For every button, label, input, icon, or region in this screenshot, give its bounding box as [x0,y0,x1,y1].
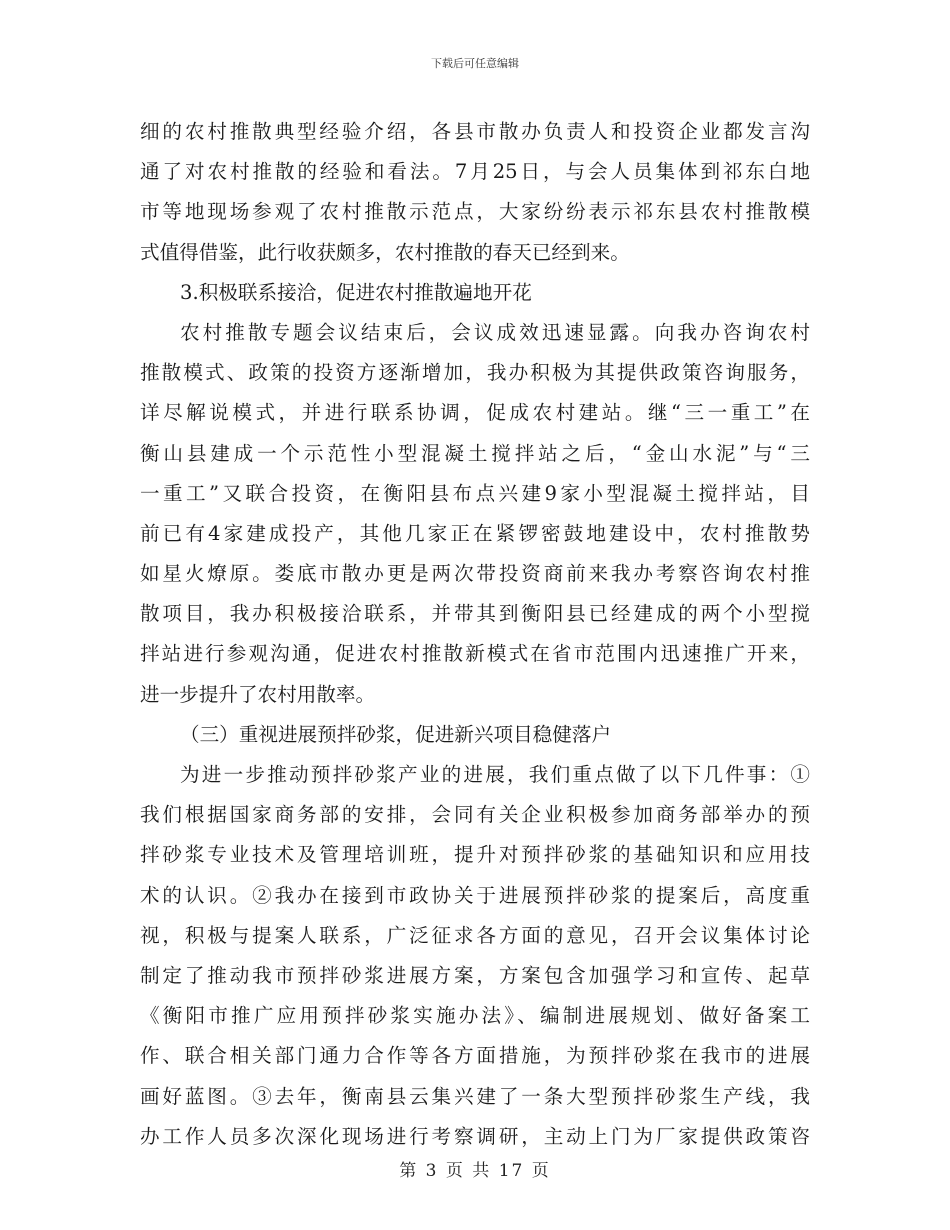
text-line: （三）重视进展预拌砂浆，促进新兴项目稳健落户 [180,722,612,746]
text-line: 详尽解说模式，并进行联系协调，促成农村建站。继“三一重工”在 [140,401,810,425]
page-header: 下载后可任意编辑 [431,57,519,70]
text-line: 拌站进行参观沟通，促进农村推散新模式在省市范围内迅速推广开来， [140,642,810,666]
text-line: 推散模式、政策的投资方逐渐增加，我办积极为其提供政策咨询服务， [140,361,810,385]
document-body [140,112,810,1157]
text-line: 通了对农村推散的经验和看法。7月25日，与会人员集体到祁东白地 [140,160,810,184]
text-line: 视，积极与提案人联系，广泛征求各方面的意见，召开会议集体讨论 [140,923,810,947]
text-line: 式值得借鉴，此行收获颇多，农村推散的春天已经到来。 [140,240,630,264]
text-line: 前已有4家建成投产，其他几家正在紧锣密鼓地建设中，农村推散势 [140,521,810,545]
text-line: 作、联合相关部门通力合作等各方面措施，为预拌砂浆在我市的进展 [140,1044,810,1068]
text-line: 3.积极联系接洽，促进农村推散遍地开花 [180,280,532,304]
text-line: 制定了推动我市预拌砂浆进展方案，方案包含加强学习和宣传、起草 [140,963,810,987]
text-line: 如星火燎原。娄底市散办更是两次带投资商前来我办考察咨询农村推 [140,562,810,586]
text-line: 细的农村推散典型经验介绍，各县市散办负责人和投资企业都发言沟 [140,120,810,143]
text-line: 术的认识。②我办在接到市政协关于进展预拌砂浆的提案后，高度重 [140,883,810,907]
text-line: 画好蓝图。③去年，衡南县云集兴建了一条大型预拌砂浆生产线，我 [140,1084,810,1108]
page-footer: 第 3 页 共 17 页 [399,1161,551,1181]
text-line: 为进一步推动预拌砂浆产业的进展，我们重点做了以下几件事：① [180,763,810,786]
text-line: 《衡阳市推广应用预拌砂浆实施办法》、编制进展规划、做好备案工 [140,1004,810,1028]
text-line: 办工作人员多次深化现场进行考察调研，主动上门为厂家提供政策咨 [140,1124,810,1148]
text-line: 我们根据国家商务部的安排，会同有关企业积极参加商务部举办的预 [140,803,810,827]
text-line: 一重工”又联合投资，在衡阳县布点兴建9家小型混凝土搅拌站，目 [140,481,810,505]
text-line: 衡山县建成一个示范性小型混凝土搅拌站之后，“金山水泥”与“三 [140,441,810,465]
text-line: 农村推散专题会议结束后，会议成效迅速显露。向我办咨询农村 [180,320,810,344]
text-line: 市等地现场参观了农村推散示范点，大家纷纷表示祁东县农村推散模 [140,200,810,224]
text-line: 拌砂浆专业技术及管理培训班，提升对预拌砂浆的基础知识和应用技 [140,843,810,867]
text-line: 进一步提升了农村用散率。 [140,682,376,706]
text-line: 散项目，我办积极接洽联系，并带其到衡阳县已经建成的两个小型搅 [140,602,810,626]
